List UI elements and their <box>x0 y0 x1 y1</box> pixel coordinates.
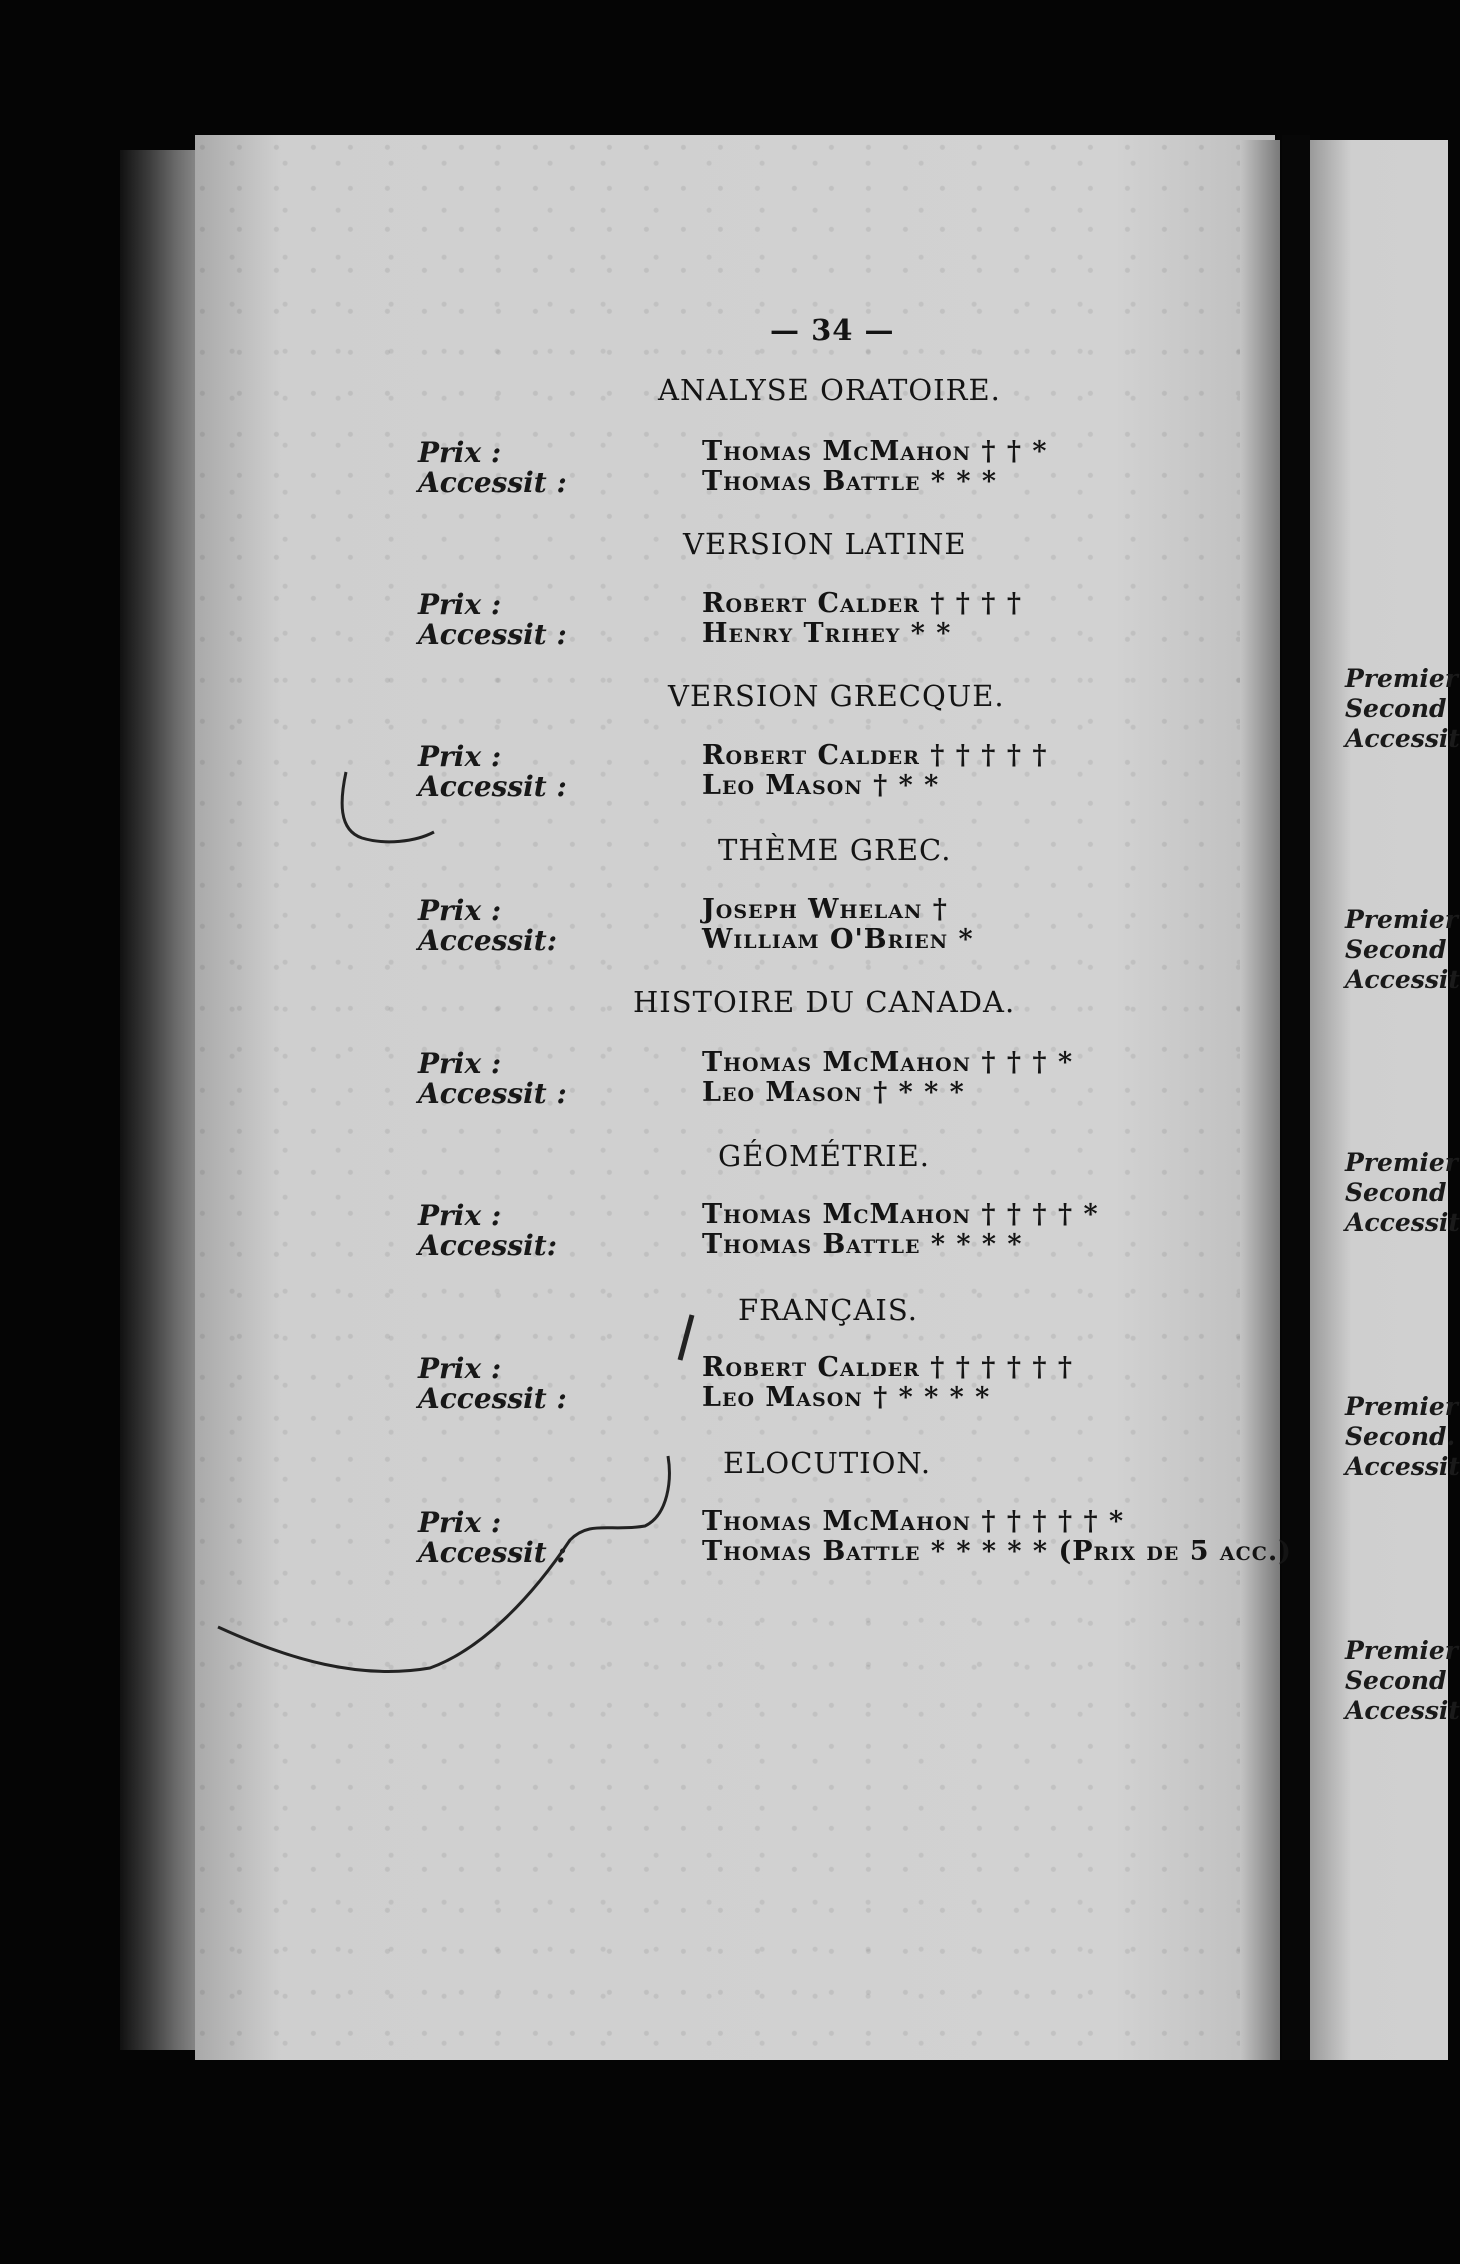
entry-label: Prix : <box>418 740 502 773</box>
entry-label: Prix : <box>418 436 502 469</box>
ink-stroke-small <box>680 1315 692 1360</box>
ink-stroke-upper <box>342 772 434 842</box>
entry-label: Accessit: <box>418 924 558 957</box>
next-page-label: Premier <box>1345 664 1458 693</box>
entry-name: Thomas McMahon † † † † † * <box>702 1506 1125 1537</box>
entry-name: William O'Brien * <box>702 924 974 955</box>
entry-label: Prix : <box>418 1047 502 1080</box>
next-page-label: Second. <box>1345 1422 1456 1451</box>
next-page-label: Premier <box>1345 905 1458 934</box>
entry-label: Accessit : <box>418 466 567 499</box>
entry-name: Robert Calder † † † † <box>702 588 1022 619</box>
entry-label: Accessit : <box>418 618 567 651</box>
next-page-label: Accessit <box>1345 1696 1460 1725</box>
entry-label: Accessit : <box>418 1536 567 1569</box>
entry-name: Robert Calder † † † † † † <box>702 1352 1073 1383</box>
next-page-label: Premier <box>1345 1636 1458 1665</box>
next-page-label: Accessit <box>1345 965 1460 994</box>
next-page-label: Accessit <box>1345 1208 1460 1237</box>
entry-label: Accessit : <box>418 1382 567 1415</box>
entry-label: Accessit: <box>418 1229 558 1262</box>
entry-name: Thomas Battle * * * * <box>702 1229 1023 1260</box>
entry-label: Accessit : <box>418 770 567 803</box>
next-page-label: Accessit <box>1345 724 1460 753</box>
ink-stroke-lower <box>218 1456 669 1672</box>
entry-label: Prix : <box>418 1352 502 1385</box>
entry-name: Thomas Battle * * * <box>702 466 998 497</box>
entry-name: Robert Calder † † † † † <box>702 740 1048 771</box>
next-page-label: Premier <box>1345 1148 1458 1177</box>
entry-label: Accessit : <box>418 1077 567 1110</box>
section-heading: GÉOMÉTRIE. <box>718 1139 930 1173</box>
entry-name: Leo Mason † * * * * <box>702 1382 991 1413</box>
next-page-label: Second <box>1345 1666 1447 1695</box>
entry-label: Prix : <box>418 1199 502 1232</box>
section-heading: THÈME GREC. <box>718 833 952 867</box>
section-heading: FRANÇAIS. <box>738 1293 918 1327</box>
entry-name: Thomas McMahon † † † * <box>702 1047 1074 1078</box>
section-heading: ANALYSE ORATOIRE. <box>658 373 1001 407</box>
section-heading: HISTOIRE DU CANADA. <box>633 985 1016 1019</box>
entry-name: Thomas McMahon † † † † * <box>702 1199 1099 1230</box>
next-page-label: Premier <box>1345 1392 1458 1421</box>
entry-label: Prix : <box>418 1506 502 1539</box>
next-page-label: Second <box>1345 1178 1447 1207</box>
entry-name: Leo Mason † * * <box>702 770 940 801</box>
next-page-label: Second <box>1345 694 1447 723</box>
entry-label: Prix : <box>418 588 502 621</box>
section-heading: VERSION GRECQUE. <box>668 679 1005 713</box>
entry-label: Prix : <box>418 894 502 927</box>
entry-name: Thomas McMahon † † * <box>702 436 1048 467</box>
section-heading: VERSION LATINE <box>683 527 967 561</box>
next-page-label: Second <box>1345 935 1447 964</box>
section-heading: ELOCUTION. <box>723 1446 932 1480</box>
entry-name: Thomas Battle * * * * * (Prix de 5 acc.) <box>702 1536 1293 1567</box>
page-number: — 34 — <box>770 313 895 347</box>
entry-name: Joseph Whelan † <box>702 894 948 925</box>
entry-name: Leo Mason † * * * <box>702 1077 965 1108</box>
entry-name: Henry Trihey * * <box>702 618 952 649</box>
next-page-label: Accessit <box>1345 1452 1460 1481</box>
